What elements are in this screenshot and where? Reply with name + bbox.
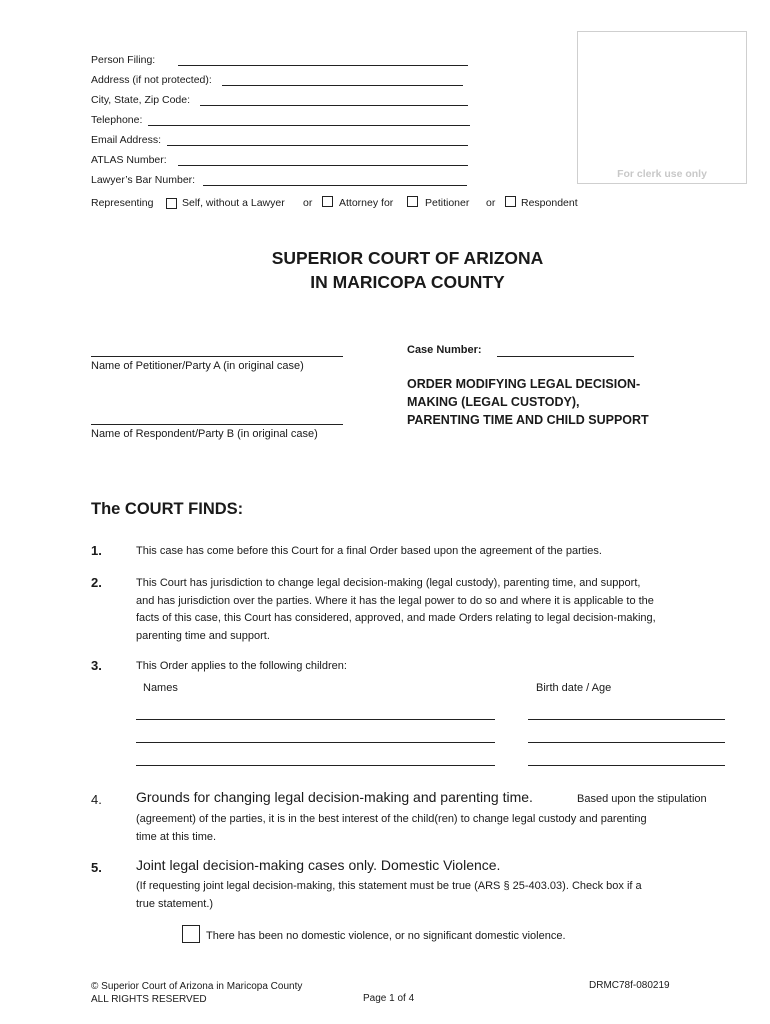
- person-filing-label: Person Filing:: [91, 54, 156, 66]
- item-4-lead: Grounds for changing legal decision-making and parenting time.: [136, 789, 533, 805]
- order-title: [407, 375, 649, 429]
- address-label: Address (if not protected):: [91, 74, 212, 86]
- self-checkbox[interactable]: [166, 198, 177, 209]
- email-address-field[interactable]: [167, 145, 468, 146]
- children-birthdate-header: Birth date / Age: [536, 682, 612, 694]
- representing-label: Representing: [91, 197, 154, 209]
- petitioner-name-field[interactable]: [91, 356, 343, 357]
- respondent-option-label: Respondent: [521, 197, 578, 209]
- order-title-line1: ORDER MODIFYING LEGAL DECISION-: [407, 377, 641, 391]
- child-birthdate-field[interactable]: [528, 742, 725, 743]
- order-title-line2: MAKING (LEGAL CUSTODY),: [407, 395, 580, 409]
- atlas-number-field[interactable]: [178, 165, 468, 166]
- or-text-2: or: [486, 197, 496, 209]
- footer-page-number: Page 1 of 4: [363, 993, 415, 1004]
- case-number-label: Case Number:: [407, 344, 482, 356]
- item-4-line: time at this time.: [136, 830, 217, 843]
- atlas-number-label: ATLAS Number:: [91, 154, 167, 166]
- item-4-text: [136, 811, 647, 846]
- clerk-use-box: [577, 31, 747, 184]
- no-domestic-violence-checkbox[interactable]: [182, 925, 200, 943]
- email-address-label: Email Address:: [91, 134, 162, 146]
- item-3-text: This Order applies to the following children:: [136, 660, 347, 672]
- telephone-field[interactable]: [148, 125, 470, 126]
- respondent-checkbox[interactable]: [505, 196, 516, 207]
- address-field[interactable]: [222, 85, 463, 86]
- petitioner-option-label: Petitioner: [425, 197, 470, 209]
- no-domestic-violence-label: There has been no domestic violence, or no significant domestic violence.: [206, 930, 566, 942]
- bar-number-field[interactable]: [203, 185, 467, 186]
- item-4-text-start: Based upon the stipulation: [577, 793, 707, 805]
- children-names-header: Names: [143, 682, 178, 694]
- footer-copyright: © Superior Court of Arizona in Maricopa County: [91, 981, 303, 992]
- item-2-line: This Court has jurisdiction to change legal decision-making (legal custody), parenting time, and support,: [136, 577, 641, 589]
- child-birthdate-field[interactable]: [528, 765, 725, 766]
- attorney-option-label: Attorney for: [339, 197, 394, 209]
- clerk-use-label: For clerk use only: [617, 168, 707, 180]
- item-2-text: [136, 575, 656, 645]
- person-filing-field[interactable]: [178, 65, 468, 66]
- city-state-zip-label: City, State, Zip Code:: [91, 94, 191, 106]
- item-5-number: 5.: [91, 860, 102, 875]
- item-4-number: 4.: [91, 792, 102, 807]
- bar-number-label: Lawyer’s Bar Number:: [91, 174, 196, 186]
- footer-form-code: DRMC78f-080219: [589, 980, 670, 991]
- item-5-text: [136, 878, 642, 913]
- court-title-line2: IN MARICOPA COUNTY: [310, 272, 505, 292]
- telephone-label: Telephone:: [91, 114, 143, 126]
- footer-rights: ALL RIGHTS RESERVED: [91, 994, 207, 1005]
- case-number-field[interactable]: [497, 356, 634, 357]
- attorney-checkbox[interactable]: [322, 196, 333, 207]
- item-5-lead: Joint legal decision-making cases only. Domestic Violence.: [136, 857, 501, 873]
- or-text-1: or: [303, 197, 313, 209]
- court-finds-heading: The COURT FINDS:: [91, 500, 244, 518]
- child-name-field[interactable]: [136, 765, 495, 766]
- item-2-line: and has jurisdiction over the parties. Where it has the legal power to do so and where it is applicable to the: [136, 594, 654, 607]
- child-name-field[interactable]: [136, 742, 495, 743]
- respondent-name-field[interactable]: [91, 424, 343, 425]
- item-1-text: This case has come before this Court for a final Order based upon the agreement of the parties.: [136, 545, 602, 557]
- item-2-number: 2.: [91, 575, 102, 590]
- child-name-field[interactable]: [136, 719, 495, 720]
- footer-copyright-block: [91, 980, 302, 1006]
- item-1-number: 1.: [91, 543, 102, 558]
- child-birthdate-field[interactable]: [528, 719, 725, 720]
- court-title-line1: SUPERIOR COURT OF ARIZONA: [271, 248, 544, 268]
- item-2-line: facts of this case, this Court has considered, approved, and made Orders relating to legal decision-making,: [136, 612, 656, 624]
- item-3-number: 3.: [91, 658, 102, 673]
- self-option-label: Self, without a Lawyer: [182, 197, 285, 209]
- order-title-line3: PARENTING TIME AND CHILD SUPPORT: [407, 413, 649, 427]
- petitioner-label: Name of Petitioner/Party A (in original case): [91, 360, 304, 372]
- item-2-line: parenting time and support.: [136, 629, 270, 642]
- item-5-line: true statement.): [136, 897, 214, 910]
- city-state-zip-field[interactable]: [200, 105, 468, 106]
- respondent-label: Name of Respondent/Party B (in original case): [91, 428, 318, 440]
- item-5-line: (If requesting joint legal decision-making, this statement must be true (ARS § 25-403.03). Check box if a: [136, 880, 642, 892]
- petitioner-checkbox[interactable]: [407, 196, 418, 207]
- item-4-line: (agreement) of the parties, it is in the best interest of the child(ren) to change legal custody and parenting: [136, 813, 647, 825]
